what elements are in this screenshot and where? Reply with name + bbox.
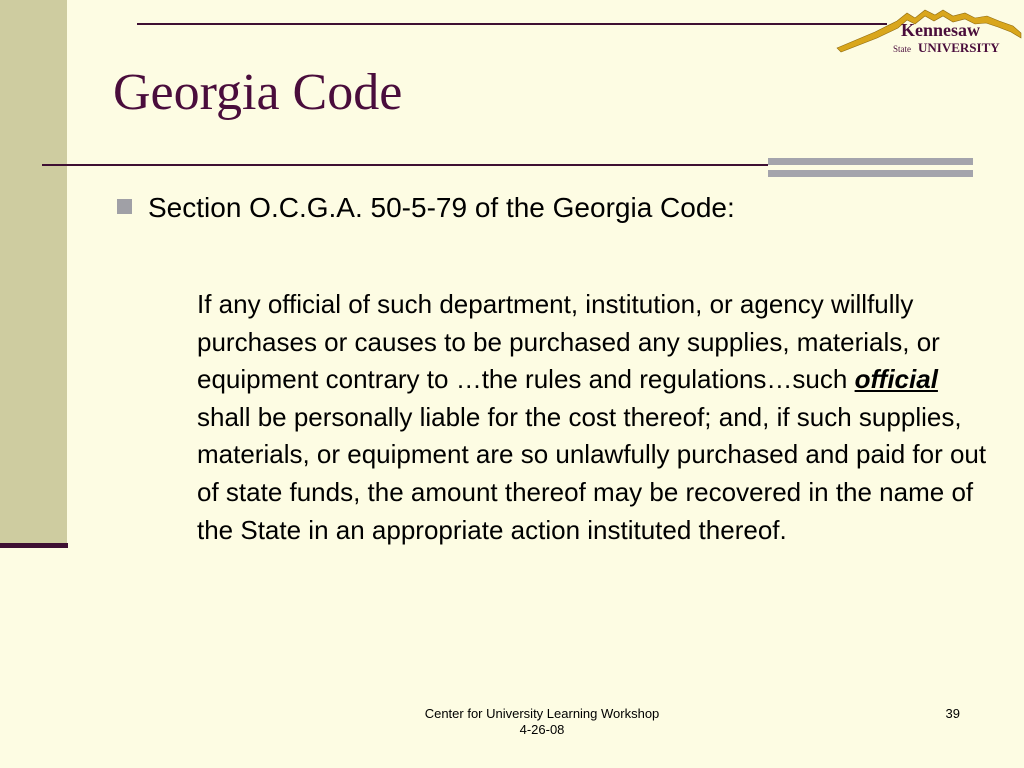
title-rule-accent-2 [768, 170, 973, 177]
logo-kennesaw-text: Kennesaw [901, 20, 981, 40]
footer-line-1: Center for University Learning Workshop [424, 706, 660, 721]
quote-text-part2: shall be personally liable for the cost thereof; and, if such supplies, materials, or equipment are so unlawfully purchased and paid for out of state funds, the amount thereof may be recovered in the name of the State in an appropriate action instituted thereof. [197, 401, 987, 545]
code-quote [197, 286, 987, 549]
bullet-text: Section O.C.G.A. 50-5-79 of the Georgia Code: [148, 192, 735, 223]
title-rule [42, 164, 768, 166]
left-sidebar-rule [0, 543, 68, 548]
logo-university-text: UNIVERSITY [918, 40, 1000, 55]
kennesaw-state-logo [835, 2, 1024, 64]
bullet-item [117, 191, 735, 225]
quote-text-part1: If any official of such department, institution, or agency willfully purchases or causes to be purchased any supplies, materials, or equipment contrary to …the rules and regulations…such [197, 289, 940, 395]
slide-title: Georgia Code [113, 64, 403, 121]
bullet-square-icon [117, 199, 132, 214]
logo-state-text: State [893, 44, 911, 54]
left-sidebar [0, 0, 67, 545]
footer-line-2: 4-26-08 [519, 722, 565, 737]
slide-number: 39 [945, 706, 960, 721]
top-rule [137, 23, 887, 25]
footer-text [392, 706, 692, 738]
quote-emphasis: official [854, 364, 938, 395]
title-rule-accent-1 [768, 158, 973, 165]
